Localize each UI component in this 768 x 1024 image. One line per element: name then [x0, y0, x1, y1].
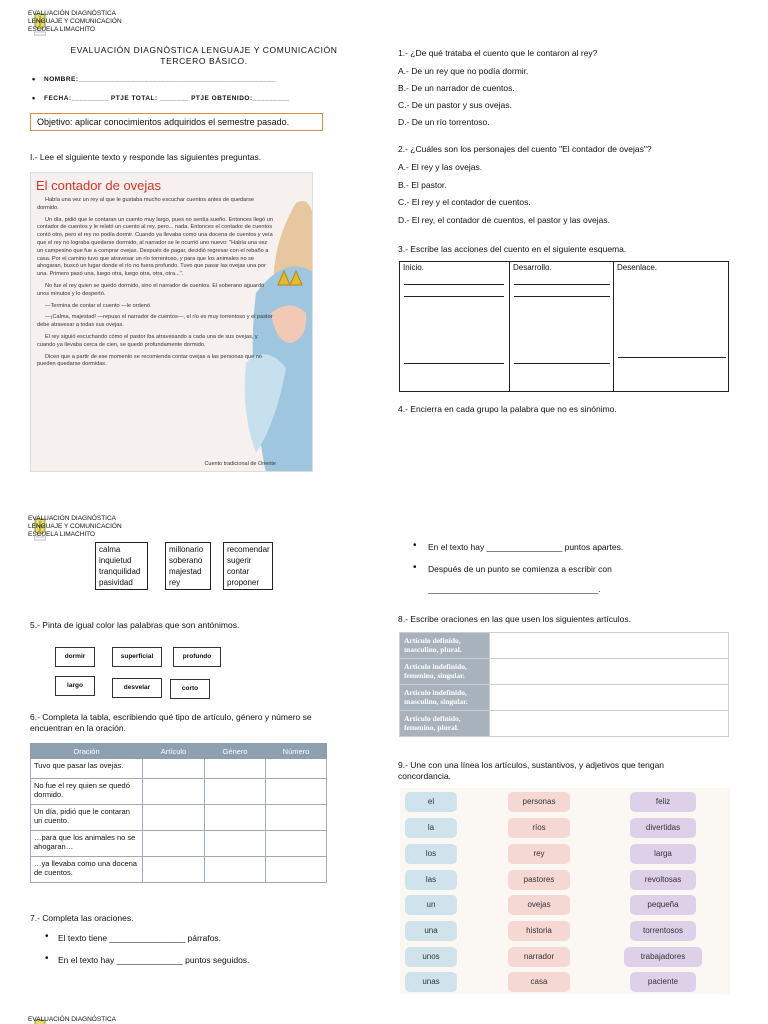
answer-cell[interactable]	[143, 805, 205, 831]
articles-sentence-table[interactable]	[399, 632, 729, 737]
noun-pill[interactable]: rey	[508, 844, 570, 864]
header-line-3: ESCUELA LIMACHITO	[28, 26, 96, 33]
table-row	[400, 685, 729, 711]
objective-box: Objetivo: aplicar conocimientos adquiridos el semestre pasado.	[30, 113, 323, 131]
date-score-field[interactable]: • FECHA:_________ PTJE TOTAL: _______ PTJE OBTENIDO:_________	[44, 95, 290, 102]
q2-option-c[interactable]: C.- El rey y el contador de cuentos.	[398, 197, 531, 207]
header-line-2: LENGUAJE Y COMUNICACIÓN	[28, 18, 122, 25]
synonym-word[interactable]: millonario	[169, 545, 204, 554]
answer-cell[interactable]	[205, 857, 266, 883]
schema-inicio[interactable]	[400, 262, 510, 391]
header-line-3: ESCUELA LIMACHITO	[28, 531, 96, 538]
q1-option-b[interactable]: B.- De un narrador de cuentos.	[398, 83, 515, 93]
adjective-pill[interactable]: pequeña	[630, 895, 696, 915]
schema-desenlace[interactable]	[614, 262, 730, 391]
table-header: Género	[205, 744, 266, 759]
answer-cell[interactable]	[205, 759, 266, 779]
school-header	[28, 10, 138, 34]
answer-cell[interactable]	[205, 805, 266, 831]
noun-pill[interactable]: casa	[508, 972, 570, 992]
article-pill[interactable]: el	[405, 792, 457, 812]
adjective-pill[interactable]: feliz	[630, 792, 696, 812]
adjective-pill[interactable]: revoltosas	[630, 870, 696, 890]
noun-pill[interactable]: pastores	[508, 870, 570, 890]
synonym-word[interactable]: recomendar	[227, 545, 270, 554]
article-pill[interactable]: una	[405, 921, 457, 941]
question-8: 8.- Escribe oraciones en las que usen los siguientes artículos.	[398, 614, 631, 624]
article-label: Artículo definido, femenino, plural.	[400, 711, 490, 737]
sentence-cell: No fue el rey quien se quedó dormido.	[31, 779, 143, 805]
answer-cell[interactable]	[266, 831, 327, 857]
table-row	[400, 633, 729, 659]
story-title: El contador de ovejas	[36, 178, 162, 193]
q1-option-c[interactable]: C.- De un pastor y sus ovejas.	[398, 100, 512, 110]
bullet-icon: •	[45, 931, 49, 942]
schema-desarrollo[interactable]	[510, 262, 614, 391]
article-pill[interactable]: unos	[405, 947, 457, 967]
answer-line[interactable]	[618, 357, 726, 358]
question-3: 3.- Escribe las acciones del cuento en el siguiente esquema.	[398, 244, 627, 254]
article-pill[interactable]: unas	[405, 972, 457, 992]
table-header-row	[31, 744, 327, 759]
bullet-icon: •	[413, 562, 417, 573]
synonym-word[interactable]: calma	[99, 545, 121, 554]
antonym-word[interactable]: dormir	[55, 647, 95, 667]
story-paragraph: El rey siguió escuchando cómo el pastor iba atravesando a cada una de sus ovejas, y cuando ya llevaba cerca de cien, se quedó profundamente dormido.	[37, 333, 258, 348]
q2-option-b[interactable]: B.- El pastor.	[398, 180, 447, 190]
answer-line[interactable]	[404, 296, 504, 297]
schema-desarrollo-label: Desarrollo.	[513, 263, 552, 272]
synonym-word[interactable]: sugerir	[227, 556, 252, 565]
answer-line[interactable]	[514, 296, 610, 297]
story-source: Cuento tradicional de Oriente	[204, 461, 276, 467]
story-panel	[30, 172, 313, 472]
answer-cell[interactable]	[205, 831, 266, 857]
synonym-group-1[interactable]	[95, 542, 148, 590]
story-text	[37, 197, 273, 373]
antonym-word[interactable]: desvelar	[112, 678, 162, 698]
question-1: 1.- ¿De qué trataba el cuento que le contaron al rey?	[398, 48, 598, 58]
article-pill[interactable]: la	[405, 818, 457, 838]
article-pill[interactable]: los	[405, 844, 457, 864]
q7-item-4[interactable]: Después de un punto se comienza a escribir con	[428, 564, 612, 574]
sentence-cell: …ya llevaba como una docena de cuentos.	[31, 857, 143, 883]
page-title: EVALUACIÓN DIAGNÓSTICA LENGUAJE Y COMUNICACIÓN TERCERO BÁSICO.	[70, 45, 338, 66]
table-row	[31, 759, 327, 779]
table-row	[31, 831, 327, 857]
antonym-word[interactable]: corto	[170, 679, 210, 699]
school-header	[28, 1016, 138, 1024]
story-paragraph: Había una vez un rey al que le gustaba mucho escuchar cuentos antes de quedarse dormido.	[37, 197, 254, 211]
story-paragraph: No fue el rey quien se quedó dormido, sino el narrador de cuentos. El soberano aguardó unos minutos y lo despertó.	[37, 282, 265, 297]
noun-pill[interactable]: personas	[508, 792, 570, 812]
answer-cell[interactable]	[143, 779, 205, 805]
noun-pill[interactable]: ríos	[508, 818, 570, 838]
answer-cell[interactable]	[266, 759, 327, 779]
synonym-group-3[interactable]	[223, 542, 273, 590]
table-header: Artículo	[143, 744, 205, 759]
article-pill[interactable]: un	[405, 895, 457, 915]
question-4: 4.- Encierra en cada grupo la palabra que no es sinónimo.	[398, 404, 617, 414]
antonym-word[interactable]: superficial	[112, 647, 162, 667]
table-header: Número	[266, 744, 327, 759]
article-label: Artículo definido, masculino, plural.	[400, 633, 490, 659]
answer-line[interactable]	[514, 363, 610, 364]
answer-cell[interactable]	[205, 779, 266, 805]
school-header	[28, 515, 138, 539]
answer-cell[interactable]	[266, 805, 327, 831]
q7-item-1[interactable]: El texto tiene ________________ párrafos.	[58, 933, 222, 943]
article-table[interactable]	[30, 743, 327, 883]
question-9: 9.- Une con una línea los artículos, sustantivos, y adjetivos que tengan concordancia.	[398, 760, 665, 781]
synonym-word[interactable]: tranquilidad	[99, 567, 141, 576]
question-5: 5.- Pinta de igual color las palabras que son antónimos.	[30, 620, 240, 630]
header-line-1: EVALUACIÓN DIAGNÓSTICA	[28, 1016, 117, 1023]
answer-cell[interactable]	[143, 759, 205, 779]
matching-panel[interactable]	[400, 788, 730, 994]
article-label: Artículo indefinido, masculino, singular.	[400, 685, 490, 711]
antonym-word[interactable]: largo	[55, 676, 95, 696]
table-row	[400, 711, 729, 737]
answer-line[interactable]	[404, 363, 504, 364]
answer-line[interactable]	[514, 284, 610, 285]
question-7: 7.- Completa las oraciones.	[30, 913, 134, 923]
article-label: Artículo indefinido, femenino, singular.	[400, 659, 490, 685]
sentence-answer-cell[interactable]	[490, 711, 729, 737]
schema-desenlace-label: Desenlace.	[617, 263, 658, 272]
sentence-cell: Un día, pidió que le contaran un cuento.	[31, 805, 143, 831]
q1-option-a[interactable]: A.- De un rey que no podía dormir.	[398, 66, 529, 76]
noun-pill[interactable]: ovejas	[508, 895, 570, 915]
adjective-pill[interactable]: divertidas	[630, 818, 696, 838]
question-2: 2.- ¿Cuáles son los personajes del cuento "El contador de ovejas"?	[398, 144, 652, 154]
q2-option-d[interactable]: D.- El rey, el contador de cuentos, el pastor y las ovejas.	[398, 215, 610, 225]
story-paragraph: —¡Calma, majestad! —repuso el narrador de cuentos—, el río es muy torrentoso y el pastor debe atravesar a todas sus ovejas.	[37, 314, 273, 329]
bullet-icon: •	[45, 953, 49, 964]
noun-pill[interactable]: narrador	[508, 947, 570, 967]
table-row	[31, 857, 327, 883]
synonym-word[interactable]: contar	[227, 567, 250, 576]
table-row	[31, 805, 327, 831]
reading-instruction: I.- Lee el siguiente texto y responde las siguientes preguntas.	[30, 152, 262, 162]
adjective-pill[interactable]: torrentosos	[630, 921, 696, 941]
q7-item-2[interactable]: En el texto hay ______________ puntos seguidos.	[58, 955, 250, 965]
story-paragraph: Un día, pidió que le contaran un cuento muy largo, pues no sentía sueño. Entonces llegó un contador de cuentos y le relató un cuento al rey, pero... nada. Entonces el contador de cuentos contó otro, pero el rey no podía dormir. Cuando ya llevaba como una docena de cuentos y veía que el rey no lograba quedarse dormido, al narrador se le ocurrió uno nuevo: "Había una vez un campesino que fue a comprar ovejas. Después de pagar, decidió regresar con el rebaño a casa. Por el camino tuvo que atravesar un río torrentoso, y para que los animales no se ahogaran, buscó un lugar donde el río no fuera profundo. Tuvo que pasar las ovejas una por una. Primero pasó una, luego otra, luego otra, otra, otra...".	[37, 216, 273, 278]
adjective-pill[interactable]: trabajadores	[624, 947, 702, 967]
table-row	[31, 779, 327, 805]
table-row	[400, 659, 729, 685]
sentence-answer-cell[interactable]	[490, 685, 729, 711]
story-paragraph: Dicen que a partir de ese momento se recomienda contar ovejas a las personas que no pueden quedarse dormidas.	[37, 353, 263, 368]
story-paragraph: —Termina de contar el cuento —le ordenó.	[45, 302, 152, 309]
header-line-1: EVALUACIÓN DIAGNÓSTICA	[28, 10, 117, 17]
story-schema[interactable]	[399, 261, 729, 392]
answer-cell[interactable]	[143, 831, 205, 857]
question-6: 6.- Completa la tabla, escribiendo qué tipo de artículo, género y número se encuentran en la oración.	[30, 712, 312, 733]
sentence-cell: Tuvo que pasar las ovejas.	[31, 759, 143, 779]
q1-option-d[interactable]: D.- De un río torrentoso.	[398, 117, 490, 127]
schema-inicio-label: Inicio.	[403, 263, 424, 272]
name-field[interactable]: • NOMBRE:________________________________________________	[44, 76, 276, 83]
q2-option-a[interactable]: A.- El rey y las ovejas.	[398, 162, 483, 172]
bullet-icon: •	[413, 540, 417, 551]
q7-item-3[interactable]: En el texto hay ________________ puntos apartes.	[428, 542, 624, 552]
sentence-cell: …para que los animales no se ahogaran…	[31, 831, 143, 857]
answer-cell[interactable]	[266, 779, 327, 805]
synonym-word[interactable]: pasividad	[99, 578, 133, 587]
antonym-word[interactable]: profundo	[173, 647, 221, 667]
header-line-2: LENGUAJE Y COMUNICACIÓN	[28, 523, 122, 530]
synonym-word[interactable]: proponer	[227, 578, 260, 587]
answer-line[interactable]	[404, 284, 504, 285]
synonym-word[interactable]: inquietud	[99, 556, 132, 565]
table-header: Oración	[31, 744, 143, 759]
synonym-word[interactable]: majestad	[169, 567, 202, 576]
adjective-pill[interactable]: larga	[630, 844, 696, 864]
article-pill[interactable]: las	[405, 870, 457, 890]
answer-cell[interactable]	[143, 857, 205, 883]
noun-pill[interactable]: historia	[508, 921, 570, 941]
sentence-answer-cell[interactable]	[490, 633, 729, 659]
sentence-answer-cell[interactable]	[490, 659, 729, 685]
synonym-word[interactable]: rey	[169, 578, 181, 587]
synonym-word[interactable]: soberano	[169, 556, 203, 565]
synonym-group-2[interactable]	[165, 542, 211, 590]
answer-cell[interactable]	[266, 857, 327, 883]
q7-item-5[interactable]: ____________________________________.	[428, 584, 601, 594]
header-line-1: EVALUACIÓN DIAGNÓSTICA	[28, 515, 117, 522]
adjective-pill[interactable]: paciente	[630, 972, 696, 992]
